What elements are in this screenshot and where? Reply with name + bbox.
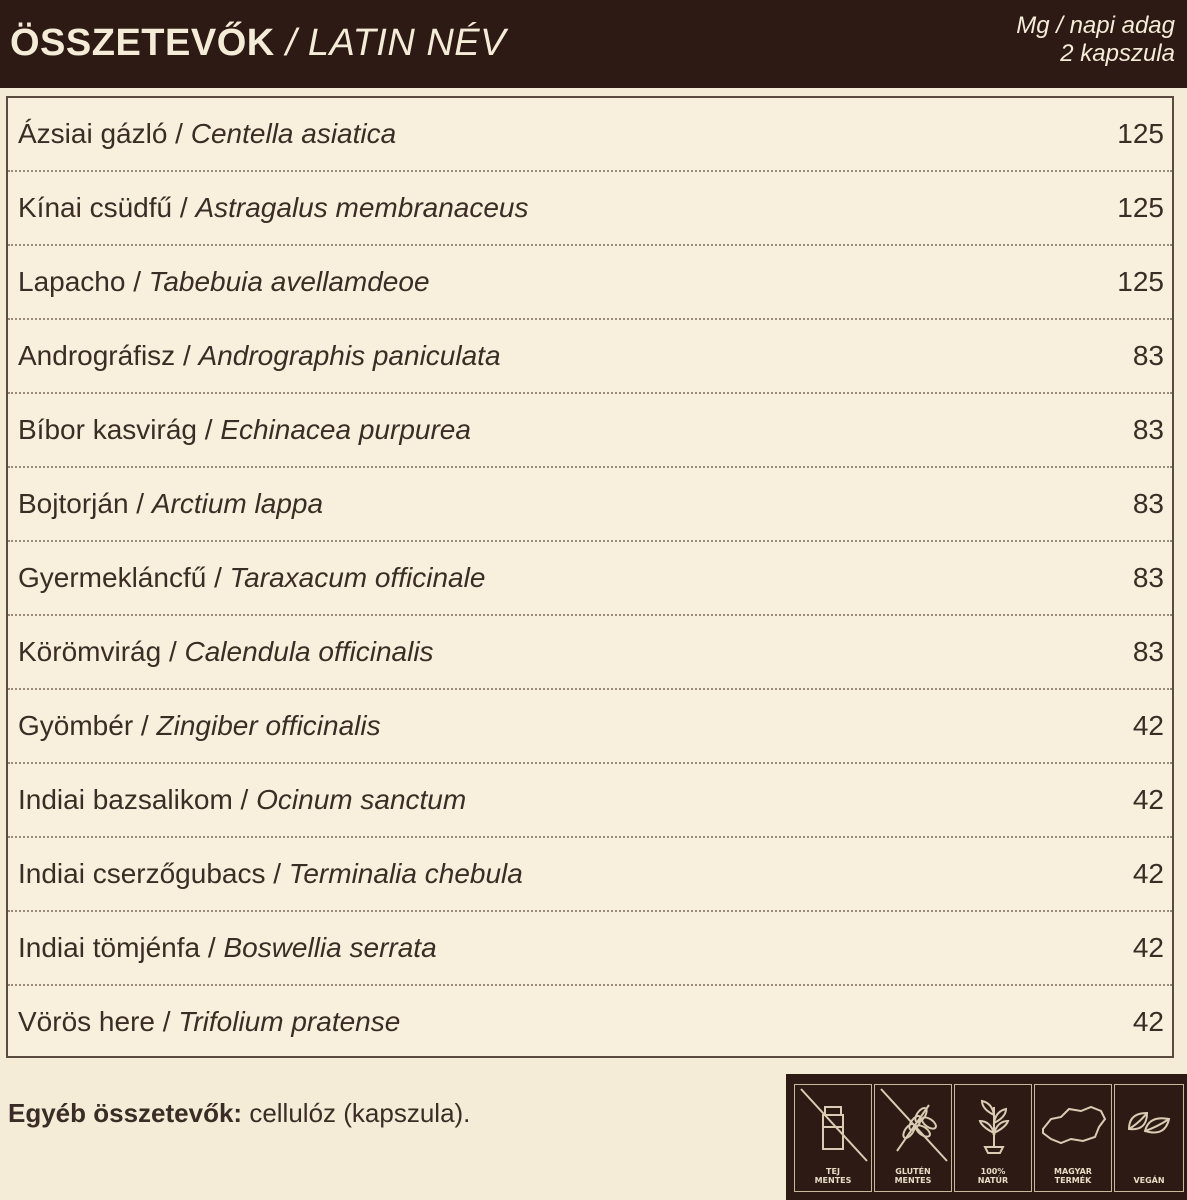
name-separator: / bbox=[175, 340, 199, 371]
ingredient-name-cell bbox=[18, 932, 437, 964]
ingredient-latin-name: Tabebuia avellamdeoe bbox=[148, 266, 430, 297]
ingredient-name-cell bbox=[18, 340, 501, 372]
ingredient-name-cell bbox=[18, 488, 323, 520]
name-separator: / bbox=[167, 118, 191, 149]
title-separator: / bbox=[274, 22, 308, 64]
ingredient-latin-name: Echinacea purpurea bbox=[220, 414, 471, 445]
unit-header bbox=[1016, 12, 1175, 68]
ingredient-name-cell bbox=[18, 636, 434, 668]
badge-natural bbox=[954, 1084, 1032, 1192]
ingredient-name: Bíbor kasvirág bbox=[18, 414, 197, 445]
ingredient-name: Andrográfisz bbox=[18, 340, 176, 371]
ingredient-name: Kínai csüdfű bbox=[18, 192, 173, 223]
ingredient-name-cell bbox=[18, 266, 430, 298]
ingredient-name: Indiai tömjénfa bbox=[18, 932, 201, 963]
ingredient-name: Vörös here bbox=[18, 1006, 155, 1037]
name-separator: / bbox=[232, 784, 257, 815]
ingredient-amount: 83 bbox=[1132, 636, 1164, 667]
ingredient-amount: 42 bbox=[1132, 784, 1164, 815]
table-row bbox=[8, 616, 1172, 690]
ingredient-name-cell bbox=[18, 192, 529, 224]
ingredient-name: Körömvirág bbox=[18, 636, 162, 667]
ingredient-latin-name: Boswellia serrata bbox=[223, 932, 437, 963]
ingredient-name-cell bbox=[18, 784, 466, 816]
table-row bbox=[8, 246, 1172, 320]
name-separator: / bbox=[125, 266, 149, 297]
name-separator: / bbox=[206, 562, 230, 593]
ingredient-amount: 125 bbox=[1117, 192, 1164, 223]
badge-strip bbox=[786, 1074, 1187, 1200]
ingredient-latin-name: Trifolium pratense bbox=[178, 1006, 401, 1037]
table-row bbox=[8, 320, 1172, 394]
ingredient-amount: 42 bbox=[1132, 1006, 1164, 1037]
ingredient-amount: 125 bbox=[1117, 118, 1164, 149]
table-row bbox=[8, 838, 1172, 912]
ingredient-amount: 83 bbox=[1132, 562, 1164, 593]
name-separator: / bbox=[196, 414, 221, 445]
ingredient-amount: 42 bbox=[1132, 932, 1164, 963]
ingredient-latin-name: Arctium lappa bbox=[151, 488, 324, 519]
name-separator: / bbox=[265, 858, 289, 889]
ingredient-amount: 83 bbox=[1132, 340, 1164, 371]
ingredient-name-cell bbox=[18, 414, 471, 446]
other-ingredients-text: cellulóz (kapszula). bbox=[242, 1098, 471, 1128]
table-row bbox=[8, 172, 1172, 246]
ingredient-name-cell bbox=[18, 1006, 400, 1038]
name-separator: / bbox=[154, 1006, 179, 1037]
header-bar bbox=[0, 0, 1187, 88]
ingredient-latin-name: Terminalia chebula bbox=[288, 858, 523, 889]
ingredient-name-cell bbox=[18, 710, 381, 742]
table-row bbox=[8, 542, 1172, 616]
table-row bbox=[8, 764, 1172, 838]
name-separator: / bbox=[172, 192, 196, 223]
ingredient-latin-name: Centella asiatica bbox=[190, 118, 397, 149]
ingredient-amount: 42 bbox=[1132, 710, 1164, 741]
ingredients-table bbox=[6, 96, 1174, 1058]
ingredient-latin-name: Taraxacum officinale bbox=[229, 562, 486, 593]
badge-label: MAGYAR TERMÉK bbox=[1054, 1167, 1092, 1185]
ingredient-name: Indiai bazsalikom bbox=[18, 784, 233, 815]
ingredient-amount: 125 bbox=[1117, 266, 1164, 297]
title-main: ÖSSZETEVŐK bbox=[10, 22, 275, 64]
badge-label: GLUTÉN MENTES bbox=[894, 1167, 932, 1185]
table-row bbox=[8, 986, 1172, 1060]
name-separator: / bbox=[161, 636, 185, 667]
name-separator: / bbox=[200, 932, 224, 963]
ingredient-latin-name: Astragalus membranaceus bbox=[195, 192, 529, 223]
table-row bbox=[8, 98, 1172, 172]
ingredient-latin-name: Calendula officinalis bbox=[184, 636, 434, 667]
name-separator: / bbox=[133, 710, 157, 741]
unit-line-2: 2 kapszula bbox=[1060, 40, 1175, 67]
badge-hungarian bbox=[1034, 1084, 1112, 1192]
ingredient-latin-name: Ocinum sanctum bbox=[256, 784, 467, 815]
badge-label: 100% NATÚR bbox=[977, 1167, 1009, 1185]
ingredient-name: Lapacho bbox=[18, 266, 126, 297]
ingredient-name-cell bbox=[18, 858, 523, 890]
ingredient-name-cell bbox=[18, 562, 485, 594]
ingredient-name: Gyermekláncfű bbox=[18, 562, 207, 593]
ingredient-name: Ázsiai gázló bbox=[18, 118, 168, 149]
ingredient-latin-name: Andrographis paniculata bbox=[198, 340, 501, 371]
table-row bbox=[8, 690, 1172, 764]
table-row bbox=[8, 912, 1172, 986]
badge-dairy-free bbox=[794, 1084, 872, 1192]
ingredient-name: Gyömbér bbox=[18, 710, 134, 741]
ingredient-amount: 83 bbox=[1132, 488, 1164, 519]
other-ingredients-label: Egyéb összetevők: bbox=[8, 1098, 243, 1128]
other-ingredients bbox=[8, 1098, 470, 1129]
unit-line-1: Mg / napi adag bbox=[1016, 12, 1175, 39]
page-title bbox=[10, 22, 506, 65]
badge-label: VEGÁN bbox=[1133, 1176, 1165, 1185]
ingredient-name: Bojtorján bbox=[18, 488, 129, 519]
ingredient-amount: 83 bbox=[1132, 414, 1164, 445]
badge-gluten-free bbox=[874, 1084, 952, 1192]
ingredient-latin-name: Zingiber officinalis bbox=[156, 710, 381, 741]
name-separator: / bbox=[128, 488, 152, 519]
ingredient-name-cell bbox=[18, 118, 396, 150]
table-row bbox=[8, 394, 1172, 468]
title-latin: LATIN NÉV bbox=[307, 22, 506, 64]
badge-vegan bbox=[1114, 1084, 1184, 1192]
ingredient-amount: 42 bbox=[1132, 858, 1164, 889]
badge-label: TEJ MENTES bbox=[814, 1167, 852, 1185]
ingredient-name: Indiai cserzőgubacs bbox=[18, 858, 266, 889]
table-row bbox=[8, 468, 1172, 542]
